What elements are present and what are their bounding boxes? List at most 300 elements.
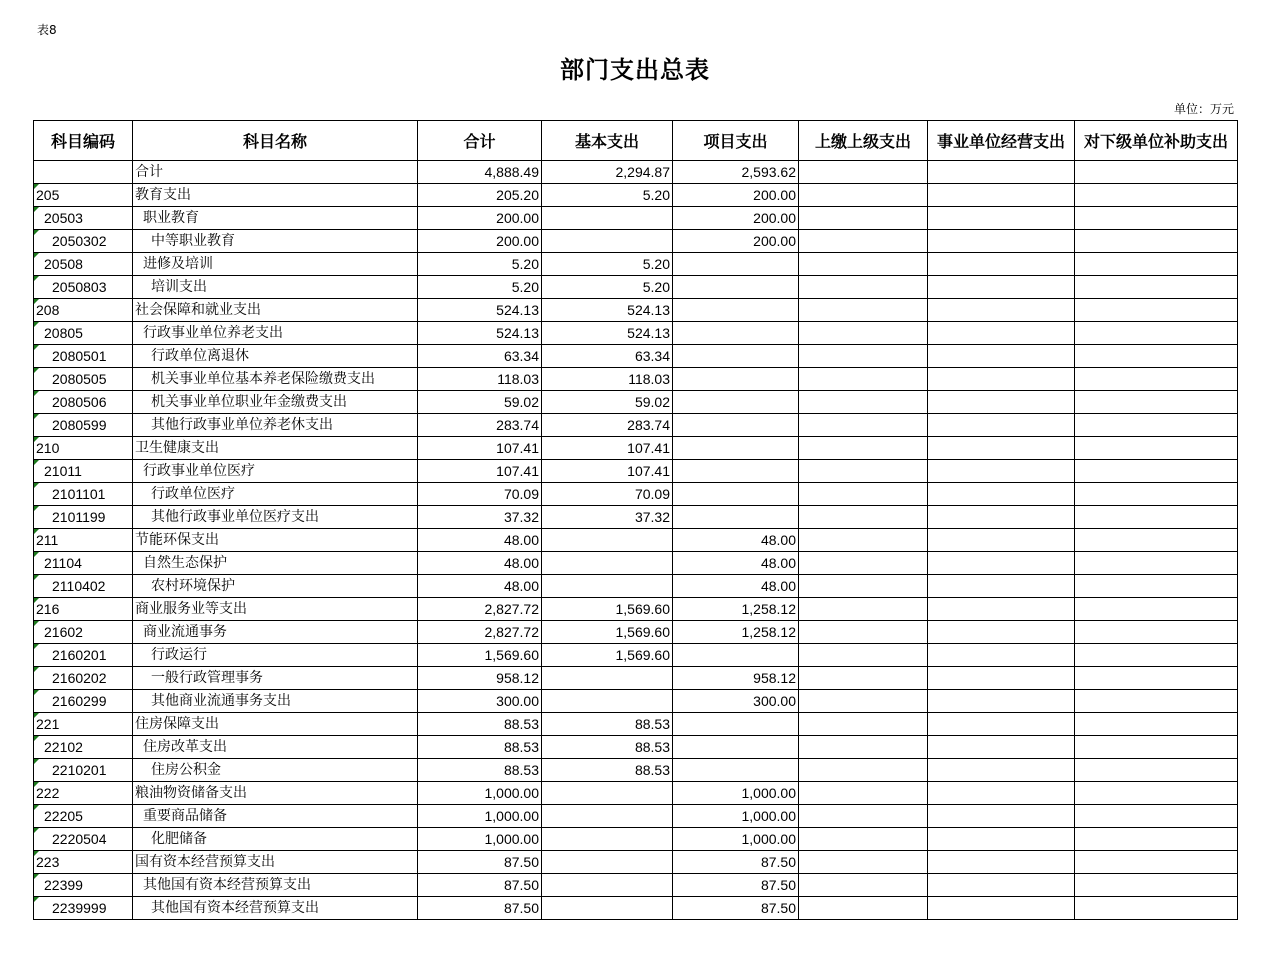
cell-subsidy[interactable] [1075,782,1238,805]
cell-code[interactable]: 21104 [34,552,133,575]
cell-subsidy[interactable] [1075,644,1238,667]
cell-name[interactable]: 住房保障支出 [133,713,418,736]
cell-subsidy[interactable] [1075,598,1238,621]
cell-code[interactable]: 2210201 [34,759,133,782]
cell-upper[interactable] [799,874,928,897]
cell-name[interactable]: 教育支出 [133,184,418,207]
cell-basic[interactable] [542,552,673,575]
cell-name[interactable]: 化肥储备 [133,828,418,851]
cell-subsidy[interactable] [1075,322,1238,345]
cell-business[interactable] [928,161,1075,184]
cell-subsidy[interactable] [1075,713,1238,736]
cell-project[interactable]: 1,000.00 [673,782,799,805]
cell-project[interactable] [673,345,799,368]
cell-project[interactable] [673,368,799,391]
cell-basic[interactable] [542,230,673,253]
cell-total[interactable]: 300.00 [418,690,542,713]
cell-basic[interactable]: 283.74 [542,414,673,437]
cell-business[interactable] [928,207,1075,230]
cell-business[interactable] [928,276,1075,299]
cell-project[interactable]: 300.00 [673,690,799,713]
cell-subsidy[interactable] [1075,506,1238,529]
cell-basic[interactable]: 5.20 [542,184,673,207]
expenditure-table [33,120,1238,920]
cell-upper[interactable] [799,414,928,437]
cell-name[interactable]: 商业服务业等支出 [133,598,418,621]
table-row [34,368,1238,391]
cell-basic[interactable] [542,782,673,805]
table-row [34,299,1238,322]
cell-name[interactable]: 粮油物资储备支出 [133,782,418,805]
table-row [34,391,1238,414]
cell-code[interactable]: 2080505 [34,368,133,391]
cell-basic[interactable]: 2,294.87 [542,161,673,184]
cell-business[interactable] [928,299,1075,322]
cell-subsidy[interactable] [1075,805,1238,828]
col-header-upper: 上缴上级支出 [799,121,928,161]
cell-code[interactable]: 216 [34,598,133,621]
cell-name[interactable]: 合计 [133,161,418,184]
cell-subsidy[interactable] [1075,368,1238,391]
cell-business[interactable] [928,828,1075,851]
cell-business[interactable] [928,897,1075,920]
table-number-label: 表8 [37,23,57,37]
cell-project[interactable]: 1,000.00 [673,828,799,851]
cell-project[interactable]: 87.50 [673,874,799,897]
cell-total[interactable]: 87.50 [418,874,542,897]
cell-code[interactable]: 20805 [34,322,133,345]
table-row [34,805,1238,828]
cell-name[interactable]: 其他商业流通事务支出 [133,690,418,713]
cell-basic[interactable]: 1,569.60 [542,644,673,667]
cell-code[interactable]: 208 [34,299,133,322]
cell-subsidy[interactable] [1075,184,1238,207]
cell-project[interactable]: 1,000.00 [673,805,799,828]
cell-basic[interactable]: 63.34 [542,345,673,368]
cell-subsidy[interactable] [1075,253,1238,276]
cell-total[interactable]: 48.00 [418,552,542,575]
cell-business[interactable] [928,805,1075,828]
cell-project[interactable] [673,414,799,437]
cell-project[interactable] [673,460,799,483]
cell-basic[interactable]: 88.53 [542,713,673,736]
cell-total[interactable]: 524.13 [418,299,542,322]
cell-code[interactable]: 22205 [34,805,133,828]
cell-basic[interactable] [542,690,673,713]
cell-subsidy[interactable] [1075,529,1238,552]
cell-upper[interactable] [799,207,928,230]
cell-upper[interactable] [799,230,928,253]
table-row [34,184,1238,207]
cell-subsidy[interactable] [1075,736,1238,759]
cell-total[interactable]: 1,000.00 [418,828,542,851]
cell-basic[interactable]: 70.09 [542,483,673,506]
cell-name[interactable]: 国有资本经营预算支出 [133,851,418,874]
cell-subsidy[interactable] [1075,230,1238,253]
cell-total[interactable]: 87.50 [418,851,542,874]
cell-basic[interactable]: 59.02 [542,391,673,414]
cell-upper[interactable] [799,529,928,552]
cell-name[interactable]: 其他国有资本经营预算支出 [133,897,418,920]
cell-total[interactable]: 88.53 [418,736,542,759]
cell-code[interactable]: 2080599 [34,414,133,437]
cell-total[interactable]: 63.34 [418,345,542,368]
table-row [34,667,1238,690]
page-title: 部门支出总表 [560,55,710,84]
table-row [34,345,1238,368]
cell-project[interactable] [673,276,799,299]
cell-total[interactable]: 87.50 [418,897,542,920]
cell-total[interactable]: 1,000.00 [418,805,542,828]
cell-subsidy[interactable] [1075,161,1238,184]
table-row [34,161,1238,184]
cell-basic[interactable] [542,805,673,828]
cell-name[interactable]: 中等职业教育 [133,230,418,253]
cell-total[interactable]: 200.00 [418,207,542,230]
cell-code[interactable]: 22399 [34,874,133,897]
cell-upper[interactable] [799,368,928,391]
col-header-name: 科目名称 [133,121,418,161]
table-row [34,552,1238,575]
cell-name[interactable]: 进修及培训 [133,253,418,276]
cell-basic[interactable] [542,575,673,598]
cell-project[interactable] [673,713,799,736]
table-body [34,161,1238,920]
cell-project[interactable]: 48.00 [673,529,799,552]
cell-business[interactable] [928,253,1075,276]
table-row [34,230,1238,253]
cell-business[interactable] [928,345,1075,368]
cell-upper[interactable] [799,437,928,460]
cell-total[interactable]: 37.32 [418,506,542,529]
cell-business[interactable] [928,713,1075,736]
unit-label: 单位：万元 [1173,102,1234,116]
cell-project[interactable] [673,736,799,759]
cell-name[interactable]: 行政运行 [133,644,418,667]
cell-basic[interactable]: 37.32 [542,506,673,529]
cell-name[interactable]: 住房公积金 [133,759,418,782]
cell-business[interactable] [928,874,1075,897]
cell-code[interactable]: 222 [34,782,133,805]
cell-name[interactable]: 住房改革支出 [133,736,418,759]
cell-code[interactable]: 2160202 [34,667,133,690]
col-header-project: 项目支出 [673,121,799,161]
cell-upper[interactable] [799,690,928,713]
cell-code[interactable] [34,161,133,184]
table-row [34,253,1238,276]
cell-upper[interactable] [799,759,928,782]
cell-total[interactable]: 283.74 [418,414,542,437]
cell-business[interactable] [928,506,1075,529]
cell-upper[interactable] [799,299,928,322]
cell-name[interactable]: 机关事业单位基本养老保险缴费支出 [133,368,418,391]
cell-subsidy[interactable] [1075,621,1238,644]
cell-name[interactable]: 其他行政事业单位养老休支出 [133,414,418,437]
cell-project[interactable]: 1,258.12 [673,598,799,621]
cell-subsidy[interactable] [1075,851,1238,874]
table-row [34,621,1238,644]
cell-business[interactable] [928,483,1075,506]
cell-total[interactable]: 1,569.60 [418,644,542,667]
cell-project[interactable]: 48.00 [673,575,799,598]
cell-subsidy[interactable] [1075,874,1238,897]
cell-name[interactable]: 卫生健康支出 [133,437,418,460]
cell-project[interactable]: 87.50 [673,851,799,874]
cell-code[interactable]: 223 [34,851,133,874]
cell-code[interactable]: 2101101 [34,483,133,506]
cell-code[interactable]: 2239999 [34,897,133,920]
cell-code[interactable]: 21011 [34,460,133,483]
cell-name[interactable]: 自然生态保护 [133,552,418,575]
cell-basic[interactable] [542,828,673,851]
cell-business[interactable] [928,759,1075,782]
cell-name[interactable]: 行政事业单位医疗 [133,460,418,483]
cell-total[interactable]: 118.03 [418,368,542,391]
cell-basic[interactable] [542,529,673,552]
cell-upper[interactable] [799,598,928,621]
cell-subsidy[interactable] [1075,414,1238,437]
cell-total[interactable]: 2,827.72 [418,621,542,644]
cell-total[interactable]: 88.53 [418,759,542,782]
cell-subsidy[interactable] [1075,391,1238,414]
cell-subsidy[interactable] [1075,437,1238,460]
cell-basic[interactable] [542,851,673,874]
cell-project[interactable] [673,759,799,782]
cell-code[interactable]: 2050803 [34,276,133,299]
cell-business[interactable] [928,529,1075,552]
cell-total[interactable]: 1,000.00 [418,782,542,805]
cell-upper[interactable] [799,575,928,598]
cell-code[interactable]: 2080501 [34,345,133,368]
cell-code[interactable]: 2050302 [34,230,133,253]
cell-total[interactable]: 2,827.72 [418,598,542,621]
cell-upper[interactable] [799,184,928,207]
cell-upper[interactable] [799,713,928,736]
cell-name[interactable]: 重要商品储备 [133,805,418,828]
cell-upper[interactable] [799,782,928,805]
cell-name[interactable]: 商业流通事务 [133,621,418,644]
cell-upper[interactable] [799,644,928,667]
cell-upper[interactable] [799,552,928,575]
cell-upper[interactable] [799,621,928,644]
cell-total[interactable]: 4,888.49 [418,161,542,184]
header-row [34,121,1238,161]
cell-code[interactable]: 210 [34,437,133,460]
cell-total[interactable]: 5.20 [418,253,542,276]
cell-business[interactable] [928,368,1075,391]
table-row [34,828,1238,851]
col-header-basic: 基本支出 [542,121,673,161]
cell-name[interactable]: 行政单位离退休 [133,345,418,368]
cell-name[interactable]: 社会保障和就业支出 [133,299,418,322]
table-row [34,460,1238,483]
cell-basic[interactable]: 1,569.60 [542,621,673,644]
cell-upper[interactable] [799,828,928,851]
cell-name[interactable]: 节能环保支出 [133,529,418,552]
cell-subsidy[interactable] [1075,207,1238,230]
table-row [34,736,1238,759]
cell-project[interactable] [673,322,799,345]
cell-total[interactable]: 48.00 [418,575,542,598]
cell-basic[interactable]: 524.13 [542,299,673,322]
table-row [34,276,1238,299]
cell-name[interactable]: 职业教育 [133,207,418,230]
cell-project[interactable]: 2,593.62 [673,161,799,184]
cell-upper[interactable] [799,253,928,276]
cell-project[interactable]: 87.50 [673,897,799,920]
cell-business[interactable] [928,644,1075,667]
cell-total[interactable]: 205.20 [418,184,542,207]
cell-upper[interactable] [799,322,928,345]
cell-business[interactable] [928,598,1075,621]
cell-name[interactable]: 机关事业单位职业年金缴费支出 [133,391,418,414]
cell-project[interactable] [673,506,799,529]
cell-basic[interactable]: 107.41 [542,437,673,460]
cell-total[interactable]: 107.41 [418,437,542,460]
cell-name[interactable]: 其他行政事业单位医疗支出 [133,506,418,529]
cell-total[interactable]: 200.00 [418,230,542,253]
cell-total[interactable]: 48.00 [418,529,542,552]
cell-upper[interactable] [799,851,928,874]
table-row [34,598,1238,621]
cell-business[interactable] [928,184,1075,207]
cell-total[interactable]: 70.09 [418,483,542,506]
cell-basic[interactable] [542,207,673,230]
cell-basic[interactable] [542,897,673,920]
cell-business[interactable] [928,690,1075,713]
table-row [34,483,1238,506]
cell-basic[interactable]: 88.53 [542,736,673,759]
cell-subsidy[interactable] [1075,299,1238,322]
cell-subsidy[interactable] [1075,483,1238,506]
cell-basic[interactable]: 5.20 [542,276,673,299]
cell-subsidy[interactable] [1075,276,1238,299]
cell-basic[interactable]: 118.03 [542,368,673,391]
col-header-code: 科目编码 [34,121,133,161]
cell-total[interactable]: 524.13 [418,322,542,345]
table-row [34,713,1238,736]
cell-name[interactable]: 行政单位医疗 [133,483,418,506]
cell-code[interactable]: 211 [34,529,133,552]
cell-code[interactable]: 22102 [34,736,133,759]
cell-code[interactable]: 2110402 [34,575,133,598]
cell-business[interactable] [928,391,1075,414]
cell-business[interactable] [928,322,1075,345]
cell-code[interactable]: 2080506 [34,391,133,414]
col-header-total: 合计 [418,121,542,161]
cell-subsidy[interactable] [1075,690,1238,713]
cell-name[interactable]: 农村环境保护 [133,575,418,598]
cell-upper[interactable] [799,897,928,920]
cell-subsidy[interactable] [1075,828,1238,851]
cell-code[interactable]: 221 [34,713,133,736]
cell-business[interactable] [928,575,1075,598]
cell-project[interactable]: 200.00 [673,230,799,253]
cell-project[interactable] [673,437,799,460]
cell-upper[interactable] [799,667,928,690]
cell-basic[interactable]: 524.13 [542,322,673,345]
cell-upper[interactable] [799,161,928,184]
cell-project[interactable]: 958.12 [673,667,799,690]
cell-upper[interactable] [799,391,928,414]
col-header-subsidy: 对下级单位补助支出 [1075,121,1238,161]
cell-business[interactable] [928,667,1075,690]
cell-name[interactable]: 一般行政管理事务 [133,667,418,690]
cell-project[interactable] [673,253,799,276]
cell-upper[interactable] [799,460,928,483]
cell-total[interactable]: 88.53 [418,713,542,736]
cell-name[interactable]: 其他国有资本经营预算支出 [133,874,418,897]
cell-project[interactable]: 200.00 [673,207,799,230]
table-row [34,529,1238,552]
cell-business[interactable] [928,736,1075,759]
cell-business[interactable] [928,460,1075,483]
cell-business[interactable] [928,782,1075,805]
cell-project[interactable]: 200.00 [673,184,799,207]
table-row [34,851,1238,874]
cell-business[interactable] [928,621,1075,644]
cell-code[interactable]: 20508 [34,253,133,276]
cell-basic[interactable]: 5.20 [542,253,673,276]
cell-subsidy[interactable] [1075,345,1238,368]
cell-business[interactable] [928,552,1075,575]
cell-upper[interactable] [799,345,928,368]
cell-business[interactable] [928,437,1075,460]
cell-basic[interactable] [542,874,673,897]
cell-basic[interactable] [542,667,673,690]
cell-code[interactable]: 2160201 [34,644,133,667]
cell-subsidy[interactable] [1075,575,1238,598]
cell-code[interactable]: 205 [34,184,133,207]
cell-business[interactable] [928,851,1075,874]
cell-total[interactable]: 958.12 [418,667,542,690]
cell-code[interactable]: 2220504 [34,828,133,851]
cell-subsidy[interactable] [1075,897,1238,920]
cell-name[interactable]: 培训支出 [133,276,418,299]
cell-project[interactable]: 48.00 [673,552,799,575]
cell-business[interactable] [928,230,1075,253]
cell-upper[interactable] [799,276,928,299]
cell-subsidy[interactable] [1075,552,1238,575]
cell-subsidy[interactable] [1075,460,1238,483]
cell-total[interactable]: 5.20 [418,276,542,299]
cell-upper[interactable] [799,736,928,759]
cell-code[interactable]: 20503 [34,207,133,230]
cell-project[interactable] [673,644,799,667]
cell-subsidy[interactable] [1075,667,1238,690]
cell-code[interactable]: 2101199 [34,506,133,529]
cell-basic[interactable]: 1,569.60 [542,598,673,621]
cell-project[interactable] [673,483,799,506]
cell-basic[interactable]: 107.41 [542,460,673,483]
table-row [34,897,1238,920]
cell-upper[interactable] [799,506,928,529]
cell-subsidy[interactable] [1075,759,1238,782]
cell-total[interactable]: 59.02 [418,391,542,414]
cell-business[interactable] [928,414,1075,437]
cell-basic[interactable]: 88.53 [542,759,673,782]
cell-name[interactable]: 行政事业单位养老支出 [133,322,418,345]
cell-upper[interactable] [799,483,928,506]
cell-project[interactable] [673,391,799,414]
cell-upper[interactable] [799,805,928,828]
cell-code[interactable]: 2160299 [34,690,133,713]
cell-project[interactable] [673,299,799,322]
cell-code[interactable]: 21602 [34,621,133,644]
table-row [34,322,1238,345]
cell-project[interactable]: 1,258.12 [673,621,799,644]
cell-total[interactable]: 107.41 [418,460,542,483]
